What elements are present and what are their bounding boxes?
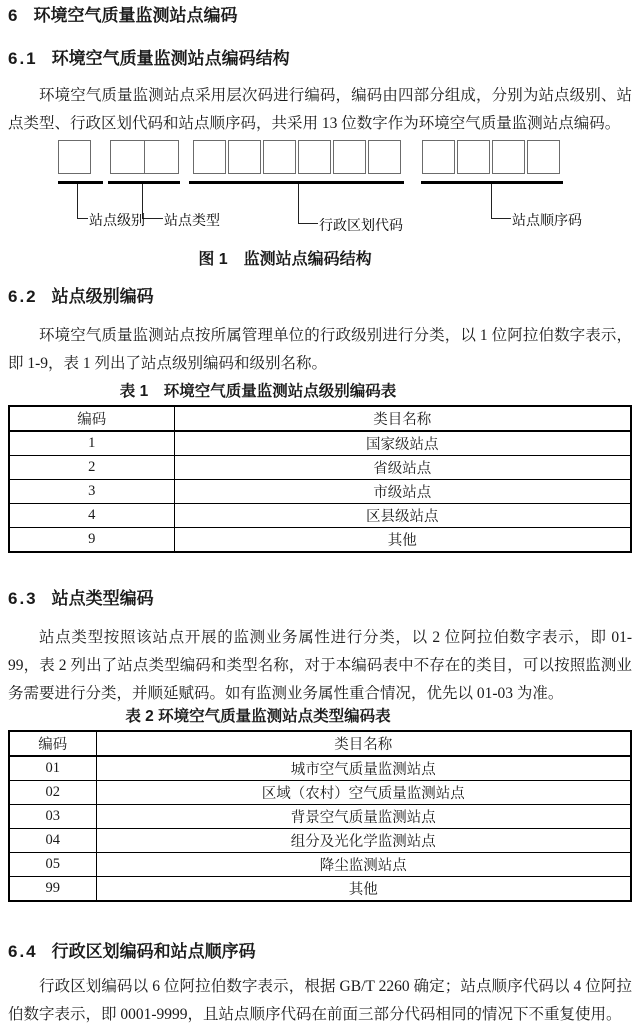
table-row xyxy=(9,456,631,480)
section-title: 环境空气质量监测站点编码 xyxy=(33,6,238,25)
name-cell: 省级站点 xyxy=(174,456,631,480)
name-cell: 城市空气质量监测站点 xyxy=(96,756,631,781)
section-6-1-heading xyxy=(8,49,632,68)
code-cell: 02 xyxy=(9,781,96,805)
table-row xyxy=(9,877,631,902)
station-type-code-table xyxy=(8,730,632,902)
name-cell: 区县级站点 xyxy=(174,504,631,528)
section-title: 环境空气质量监测站点编码结构 xyxy=(51,49,290,68)
column-header-category: 类目名称 xyxy=(174,406,631,431)
group-label-station-level: 站点级别 xyxy=(89,214,145,229)
code-digit-box xyxy=(228,140,261,174)
name-cell: 市级站点 xyxy=(174,480,631,504)
code-cell: 05 xyxy=(9,853,96,877)
code-cell: 04 xyxy=(9,829,96,853)
code-digit-box xyxy=(263,140,296,174)
section-6-1-paragraph: 环境空气质量监测站点采用层次码进行编码，编码由四部分组成，分别为站点级别、站点类型、行政区划代码和站点顺序码，共采用 13 位数字作为环境空气质量监测站点编码。 xyxy=(8,87,632,132)
name-cell: 降尘监测站点 xyxy=(96,853,631,877)
coding-structure-diagram xyxy=(0,138,640,233)
code-digit-box xyxy=(492,140,525,174)
code-digit-box xyxy=(298,140,331,174)
table-header-row xyxy=(9,731,631,756)
group-label-admin-division: 行政区划代码 xyxy=(319,219,403,234)
table-row xyxy=(9,528,631,553)
code-digit-box xyxy=(422,140,455,174)
table-row xyxy=(9,480,631,504)
code-digit-box xyxy=(110,140,145,174)
table-header-row xyxy=(9,406,631,431)
section-6-3-heading xyxy=(8,589,632,608)
code-cell: 4 xyxy=(9,504,174,528)
section-title: 行政区划编码和站点顺序码 xyxy=(51,942,256,961)
section-number: 6.3 xyxy=(8,589,38,608)
code-cell: 2 xyxy=(9,456,174,480)
section-title: 站点级别编码 xyxy=(51,287,154,306)
digit-box-group-sequence-code xyxy=(422,140,560,174)
section-6-2-paragraph: 环境空气质量监测站点按所属管理单位的行政级别进行分类，以 1 位阿拉伯数字表示，即 1-9，表 1 列出了站点级别编码和级别名称。 xyxy=(8,327,632,372)
name-cell: 国家级站点 xyxy=(174,431,631,456)
connector-line xyxy=(491,184,511,219)
section-number: 6.4 xyxy=(8,942,38,961)
connector-line xyxy=(77,184,88,219)
section-6-heading xyxy=(8,6,632,25)
section-6-3-paragraph: 站点类型按照该站点开展的监测业务属性进行分类，以 2 位阿拉伯数字表示，即 01-99，表 2 列出了站点类型编码和类型名称，对于本编码表中不存在的类目，可以按照监测业务需要进行分类，并顺延赋码。如有监测业务属性重合情况，优先以 01-03 为准。 xyxy=(8,629,632,702)
group-underline xyxy=(189,181,404,184)
group-label-station-type: 站点类型 xyxy=(164,214,220,229)
section-6-4-heading xyxy=(8,942,632,961)
code-digit-box xyxy=(457,140,490,174)
code-digit-box xyxy=(58,140,91,174)
digit-box-group-station-type xyxy=(110,140,179,174)
column-header-code: 编码 xyxy=(9,731,96,756)
name-cell: 背景空气质量监测站点 xyxy=(96,805,631,829)
code-digit-box xyxy=(527,140,560,174)
section-6-2-heading xyxy=(8,287,632,306)
name-cell: 组分及光化学监测站点 xyxy=(96,829,631,853)
table-row xyxy=(9,781,631,805)
section-number: 6.1 xyxy=(8,49,38,68)
table-2-caption: 表 2 环境空气质量监测站点类型编码表 xyxy=(125,708,391,725)
name-cell: 其他 xyxy=(174,528,631,553)
table-row xyxy=(9,805,631,829)
table-1-caption: 表 1 环境空气质量监测站点级别编码表 xyxy=(119,383,397,400)
code-cell: 99 xyxy=(9,877,96,902)
table-row xyxy=(9,504,631,528)
table-row xyxy=(9,829,631,853)
section-number: 6 xyxy=(8,6,20,25)
code-cell: 9 xyxy=(9,528,174,553)
code-digit-box xyxy=(368,140,401,174)
column-header-category: 类目名称 xyxy=(96,731,631,756)
code-digit-box xyxy=(193,140,226,174)
digit-box-group-station-level xyxy=(58,140,91,174)
code-cell: 03 xyxy=(9,805,96,829)
connector-line xyxy=(298,184,318,224)
name-cell: 区域（农村）空气质量监测站点 xyxy=(96,781,631,805)
table-row xyxy=(9,431,631,456)
digit-box-group-admin-division xyxy=(193,140,401,174)
code-digit-box xyxy=(333,140,366,174)
code-digit-box xyxy=(144,140,179,174)
code-cell: 3 xyxy=(9,480,174,504)
section-title: 站点类型编码 xyxy=(51,589,154,608)
station-level-code-table xyxy=(8,405,632,553)
section-6-4-paragraph: 行政区划编码以 6 位阿拉伯数字表示，根据 GB/T 2260 确定；站点顺序代码以 4 位阿拉伯数字表示，即 0001-9999，且站点顺序代码在前面三部分代码相同的情况下不重复使用。 xyxy=(8,978,632,1023)
name-cell: 其他 xyxy=(96,877,631,902)
table-row xyxy=(9,756,631,781)
code-cell: 1 xyxy=(9,431,174,456)
code-cell: 01 xyxy=(9,756,96,781)
section-number: 6.2 xyxy=(8,287,38,306)
table-row xyxy=(9,853,631,877)
group-label-sequence-code: 站点顺序码 xyxy=(512,214,582,229)
connector-line xyxy=(142,184,163,219)
column-header-code: 编码 xyxy=(9,406,174,431)
figure-1-caption: 图 1 监测站点编码结构 xyxy=(198,251,372,268)
